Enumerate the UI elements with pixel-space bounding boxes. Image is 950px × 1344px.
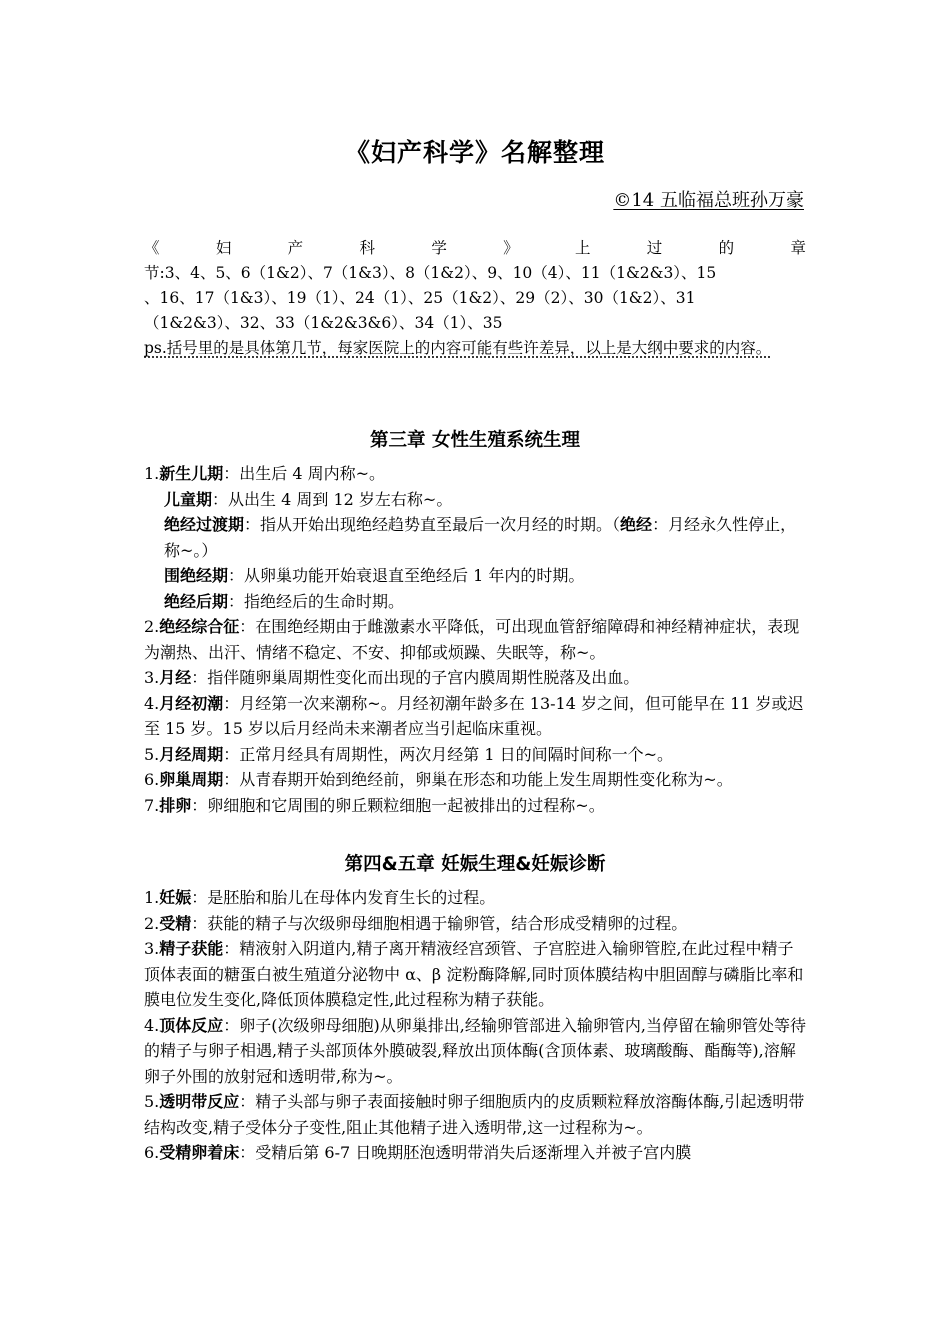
intro-paragraph [144, 236, 806, 361]
definition-item: 3.月经：指伴随卵巢周期性变化而出现的子宫内膜周期性脱落及出血。 [144, 668, 640, 687]
definition-item: 1.新生儿期：出生后 4 周内称~。 [144, 464, 386, 483]
definition-item: 4.顶体反应：卵子(次级卵母细胞)从卵巢排出,经输卵管部进入输卵管内,当停留在输卵管处等待的精子与卵子相遇,精子头部顶体外膜破裂,释放出顶体酶(含顶体素、玻璃酸酶、酯酶等),溶解卵子外围的放射冠和透明带,称为~。 [144, 1015, 806, 1086]
definition-term: 透明带反应 [159, 1092, 240, 1111]
definition-term: 月经 [159, 668, 192, 687]
definition-item: 6.受精卵着床：受精后第 6-7 日晚期胚泡透明带消失后逐渐埋入并被子宫内膜 [144, 1143, 692, 1162]
definition-item: 5.月经周期：正常月经具有周期性，两次月经第 1 日的间隔时间称一个~。 [144, 744, 674, 764]
definition-term: 绝经后期 [164, 591, 229, 611]
definition-term: 围绝经期 [164, 566, 229, 585]
intro-char: 的 [718, 239, 735, 257]
intro-line-2: 节:3、4、5、6（1&2）、7（1&3）、8（1&2）、9、10（4）、11（1&2&3）、15 [144, 264, 717, 282]
definition-item: 儿童期：从出生 4 周到 12 岁左右称~。 [164, 489, 453, 509]
intro-char: 上 [574, 239, 591, 257]
definition-term: 妊娠 [159, 888, 192, 907]
definition-item: 绝经过渡期：指从开始出现绝经趋势直至最后一次月经的时期。（绝经：月经永久性停止，称~。） [164, 515, 797, 560]
chapter-4-5-heading: 第四&五章 妊娠生理&妊娠诊断 [344, 854, 606, 875]
definition-term: 顶体反应 [159, 1015, 224, 1035]
definition-item: 5.透明带反应：精子头部与卵子表面接触时卵子细胞质内的皮质颗粒释放溶酶体酶,引起透明带结构改变,精子受体分子变性,阻止其他精子进入透明带,这一过程称为~。 [144, 1092, 805, 1137]
definition-item: 7.排卵：卵细胞和它周围的卵丘颗粒细胞一起被排出的过程称~。 [144, 795, 605, 815]
definition-item: 4.月经初潮：月经第一次来潮称~。月经初潮年龄多在 13-14 岁之间，但可能早在 11 岁或迟至 15 岁。15 岁以后月经尚未来潮者应当引起临床重视。 [144, 693, 804, 738]
definition-term: 卵巢周期 [159, 770, 224, 789]
definition-item: 2.绝经综合征：在围绝经期由于雌激素水平降低，可出现血管舒缩障碍和神经精神症状，表现为潮热、出汗、情绪不稳定、不安、抑郁或烦躁、失眠等，称~。 [144, 617, 800, 662]
definition-term: 精子获能 [159, 939, 224, 958]
definition-term: 绝经 [620, 515, 653, 534]
definition-term: 受精 [159, 913, 192, 933]
definition-term: 新生儿期 [159, 464, 224, 483]
intro-line-3: 、16、17（1&3）、19（1）、24（1）、25（1&2）、29（2）、30（1&2）、31 [144, 289, 696, 307]
intro-note: ps.括号里的是具体第几节，每家医院上的内容可能有些许差异，以上是大纲中要求的内容。 [144, 339, 772, 357]
definition-item: 6.卵巢周期：从青春期开始到绝经前，卵巢在形态和功能上发生周期性变化称为~。 [144, 770, 733, 789]
definition-term: 排卵 [159, 795, 192, 815]
definition-term: 儿童期 [164, 489, 213, 509]
intro-char: 学 [431, 239, 447, 257]
intro-char: 《 [144, 239, 160, 257]
definition-term: 绝经综合征 [159, 617, 240, 636]
intro-char: 产 [287, 239, 304, 257]
intro-line-4: （1&2&3）、32、33（1&2&3&6）、34（1）、35 [144, 314, 503, 332]
intro-line-1 [144, 236, 806, 261]
definition-term: 月经初潮 [159, 693, 224, 713]
chapter-4-5-list [144, 885, 808, 1166]
definition-item: 3.精子获能：精液射入阴道内,精子离开精液经宫颈管、子宫腔进入输卵管腔,在此过程中精子顶体表面的糖蛋白被生殖道分泌物中 α、β 淀粉酶降解,同时顶体膜结构中胆固醇与磷脂比率和膜电位发生变化,降低顶体膜稳定性,此过程称为精子获能。 [144, 939, 804, 1009]
chapter-3-list [144, 461, 808, 818]
intro-char: 》 [503, 239, 519, 257]
definition-term: 绝经过渡期 [164, 515, 245, 534]
definition-term: 月经周期 [159, 744, 224, 764]
intro-char: 章 [790, 239, 806, 257]
definition-item: 围绝经期：从卵巢功能开始衰退直至绝经后 1 年内的时期。 [164, 566, 585, 585]
definition-item: 2.受精：获能的精子与次级卵母细胞相遇于输卵管，结合形成受精卵的过程。 [144, 913, 688, 933]
document-title: 《妇产科学》名解整理 [344, 138, 605, 167]
chapter-3-heading: 第三章 女性生殖系统生理 [370, 430, 580, 451]
document-author: ©14 五临福总班孙万豪 [613, 190, 804, 211]
intro-char: 过 [646, 239, 663, 257]
definition-item: 1.妊娠：是胚胎和胎儿在母体内发育生长的过程。 [144, 888, 496, 907]
definition-item: 绝经后期：指绝经后的生命时期。 [164, 591, 405, 611]
definition-term: 受精卵着床 [159, 1143, 240, 1162]
intro-char: 科 [359, 239, 375, 257]
intro-char: 妇 [215, 239, 232, 257]
